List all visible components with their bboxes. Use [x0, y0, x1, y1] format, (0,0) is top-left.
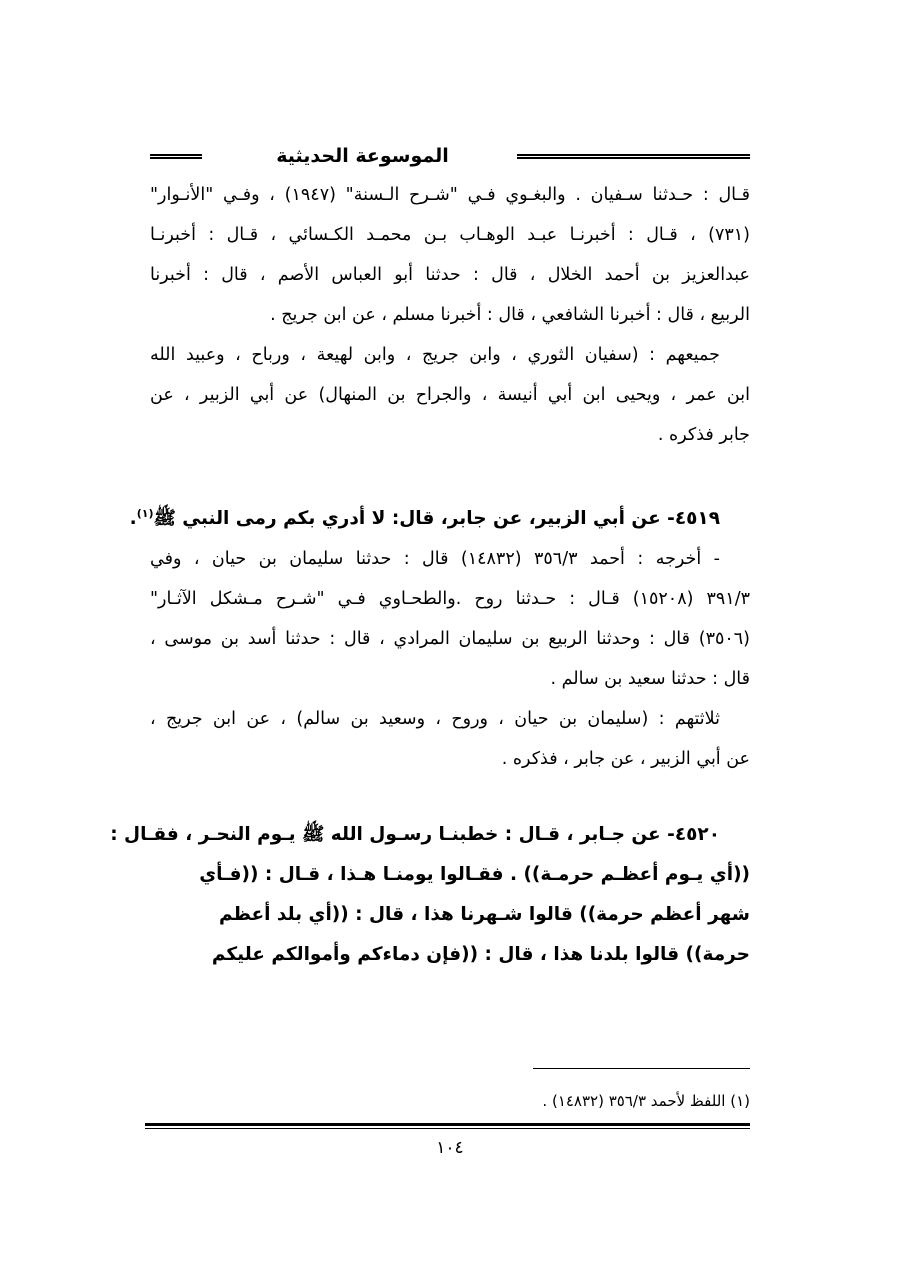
text-line: ابن عمر ، ويحيى ابن أبي أنيسة ، والجراح بن المنهال) عن أبي الزبير ، عن	[150, 385, 750, 405]
text-line: ٤٥٢٠- عن جـابر ، قـال : خطبنـا رسـول الله ﷺ يـوم النحـر ، فقـال :	[110, 824, 720, 845]
footnote-ref: (١)	[136, 506, 154, 520]
text-line: الربيع ، قال : أخبرنا الشافعي ، قال : أخبرنا مسلم ، عن ابن جريج .	[270, 305, 750, 325]
hadith-heading-text: ٤٥١٩- عن أبي الزبير، عن جابر، قال: لا أدري بكم رمى النبي ﷺ	[153, 508, 720, 529]
text-line: ((أي يـوم أعظـم حرمـة)) . فقـالوا يومنـا هـذا ، قـال : ((فـأي	[199, 864, 750, 885]
text-line: ٣٩١/٣ (١٥٢٠٨) قـال : حـدثنا روح .والطحـاوي فـي "شـرح مـشكل الآثـار"	[150, 589, 750, 609]
header-title: الموسوعة الحديثية	[276, 145, 449, 167]
hadith-4519	[129, 499, 750, 779]
page-header	[150, 143, 750, 169]
header-rule-right	[517, 154, 750, 159]
footnote-divider	[533, 1068, 750, 1069]
text-line: قال : حدثنا سعيد بن سالم .	[550, 669, 750, 689]
text-line: شهر أعظم حرمة)) قالوا شـهرنا هذا ، قال : ((أي بلد أعظم	[218, 904, 750, 925]
text-line: جميعهم : (سفيان الثوري ، وابن جريج ، وابن لهيعة ، ورباح ، وعبيد الله	[150, 345, 720, 365]
footnote: (١) اللفظ لأحمد ٣٥٦/٣ (١٤٨٣٢) .	[542, 1092, 750, 1110]
text-line: (٣٥٠٦) قال : وحدثنا الربيع بن سليمان المرادي ، قال : حدثنا أسد بن موسى ،	[150, 629, 750, 649]
text-line: عن أبي الزبير ، عن جابر ، فذكره .	[501, 749, 750, 769]
page-number: ١٠٤	[436, 1138, 464, 1158]
footer-rule	[145, 1123, 750, 1129]
text-line: جابر فذكره .	[657, 425, 750, 445]
citation-block	[150, 175, 750, 455]
text-line: ثلاثتهم : (سليمان بن حيان ، وروح ، وسعيد بن سالم) ، عن ابن جريج ،	[150, 709, 720, 729]
hadith-heading-end: .	[129, 508, 137, 529]
hadith-4520	[110, 815, 750, 975]
hadith-heading	[129, 499, 750, 539]
text-line: - أخرجه : أحمد ٣٥٦/٣ (١٤٨٣٢) قال : حدثنا سليمان بن حيان ، وفي	[150, 549, 720, 569]
text-line: حرمة)) قالوا بلدنا هذا ، قال : ((فإن دماءكم وأموالكم عليكم	[211, 944, 750, 965]
text-line: عبدالعزيز بن أحمد الخلال ، قال : حدثنا أبو العباس الأصم ، قال : أخبرنا	[150, 265, 750, 285]
header-rule-left	[150, 154, 202, 159]
text-line: قـال : حـدثنا سـفيان . والبغـوي فـي "شـرح الـسنة" (١٩٤٧) ، وفـي "الأنـوار"	[150, 185, 750, 205]
text-line: (٧٣١) ، قـال : أخبرنـا عبـد الوهـاب بـن محمـد الكـسائي ، قـال : أخبرنـا	[150, 225, 750, 245]
